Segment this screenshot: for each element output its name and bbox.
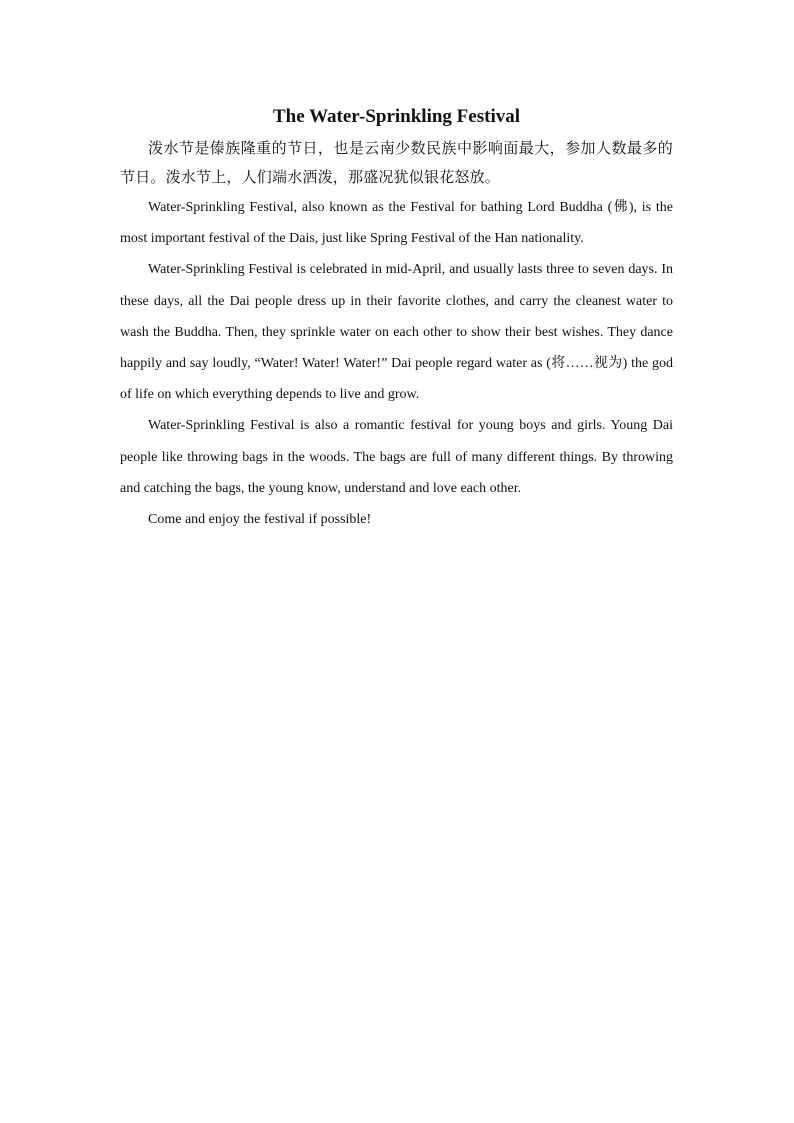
- paragraph-closing: Come and enjoy the festival if possible!: [148, 512, 372, 528]
- paragraph-chinese-intro: 泼水节是傣族隆重的节日，也是云南少数民族中影响面最大，参加人数最多的节日。泼水节上，人们端水洒泼，那盛况犹似银花怒放。: [120, 139, 673, 186]
- document-title: The Water-Sprinkling Festival: [272, 106, 521, 127]
- document-page: [120, 100, 673, 535]
- paragraph-romantic: Water-Sprinkling Festival is also a romantic festival for young boys and girls. Young Dai people like throwing bags in the woods. The bags are full of many different things. By throwing and catching the bags, the young know, understand and love each other.: [120, 418, 673, 496]
- paragraph-celebration: Water-Sprinkling Festival is celebrated in mid-April, and usually lasts three to seven days. In these days, all the Dai people dress up in their favorite clothes, and carry the cleanest water to wash the Buddha. Then, they sprinkle water on each other to show their best wishes. They dance happily and say loudly, “Water! Water! Water!” Dai people regard water as (将……视为) the god of life on which everything depends to live and grow.: [120, 262, 673, 403]
- paragraph-festival-intro: Water-Sprinkling Festival, also known as the Festival for bathing Lord Buddha (佛), is the most important festival of the Dais, just like Spring Festival of the Han nationality.: [120, 200, 673, 247]
